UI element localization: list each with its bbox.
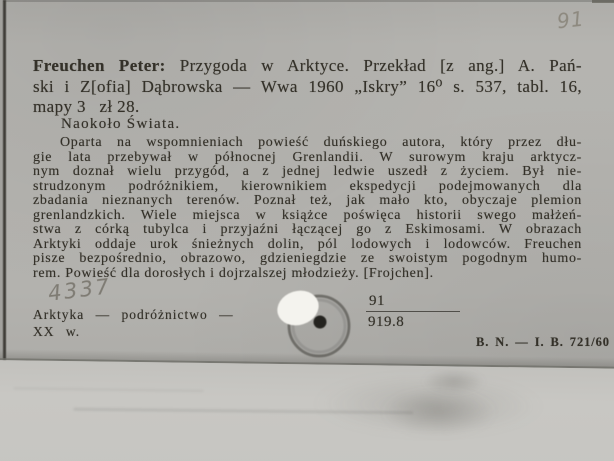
heading-line: ski i Z[ofia] Dąbrowska — Wwa 1960 „Iskry” 16⁰ s. 537, tabl. 16, bbox=[33, 76, 582, 96]
title-statement: Przygoda w Arktyce. Przekład [z ang.] A. Pań- bbox=[179, 56, 582, 75]
classification-numbers bbox=[366, 293, 466, 331]
annotation-line: zbadania nieznanych terenów. Poznał też, jak mało kto, obyczaje plemion bbox=[33, 193, 582, 208]
heading-line bbox=[33, 56, 582, 77]
agency-note: B. N. — I. B. 721/60 bbox=[476, 335, 610, 349]
annotation-line: stwa z córką tubylca i przyjaźni łączącej go z Eskimosami. W obrazach bbox=[33, 222, 582, 237]
annotation-line: grenlandzkich. Wiele miejsca w książce poświęca historii swego małżeń- bbox=[33, 207, 582, 223]
annotation-line: gie lata przebywał w północnej Grenlandii. W surowym kraju arktycz- bbox=[33, 149, 582, 165]
smudge-streak bbox=[14, 387, 204, 392]
pencil-number-top-right: 91 bbox=[555, 6, 586, 34]
classification-top: 91 bbox=[369, 293, 385, 309]
heading-line: mapy 3 zł 28. bbox=[33, 97, 140, 117]
annotation-line: rem. Powieść dla dorosłych i dojrzalszej młodzieży. [Frojchen]. bbox=[33, 265, 434, 281]
card-left-edge-line bbox=[3, 0, 6, 361]
annotation-paragraph bbox=[33, 136, 582, 281]
punched-hole bbox=[276, 288, 360, 362]
classification-bottom: 919.8 bbox=[368, 314, 405, 330]
series-note: Naokoło Świata. bbox=[61, 116, 181, 132]
author-name: Freuchen Peter: bbox=[33, 56, 166, 75]
card-top-edge bbox=[0, 0, 614, 2]
next-card-in-drawer bbox=[0, 360, 614, 461]
bibliographic-heading bbox=[33, 56, 582, 118]
subject-headings bbox=[33, 306, 234, 340]
annotation-line: Arktyki oddaje urok śnieżnych dolin, pól lodowych i lodowców. Freuchen bbox=[33, 236, 582, 252]
subject-line: XX w. bbox=[33, 324, 81, 339]
annotation-line: pisze bezpośrednio, obrazowo, gdzieniegdzie ze swoistym pogodnym humo- bbox=[33, 251, 582, 266]
annotation-line: Oparta na wspomnieniach powieść duńskiego autora, który przez dłu- bbox=[60, 135, 582, 150]
annotation-line: strudzonym podróżnikiem, kierownikiem ekspedycji podejmowanych dla bbox=[33, 178, 582, 194]
corner-mark bbox=[592, 0, 614, 3]
classification-divider bbox=[366, 311, 460, 312]
subject-line: Arktyka — podróżnictwo — bbox=[33, 307, 234, 322]
pencil-accession-number: 4337 bbox=[46, 274, 113, 306]
annotation-line: nym doznał wielu przygód, a z jednej ledwie uszedł z życiem. Był nie- bbox=[33, 164, 582, 179]
